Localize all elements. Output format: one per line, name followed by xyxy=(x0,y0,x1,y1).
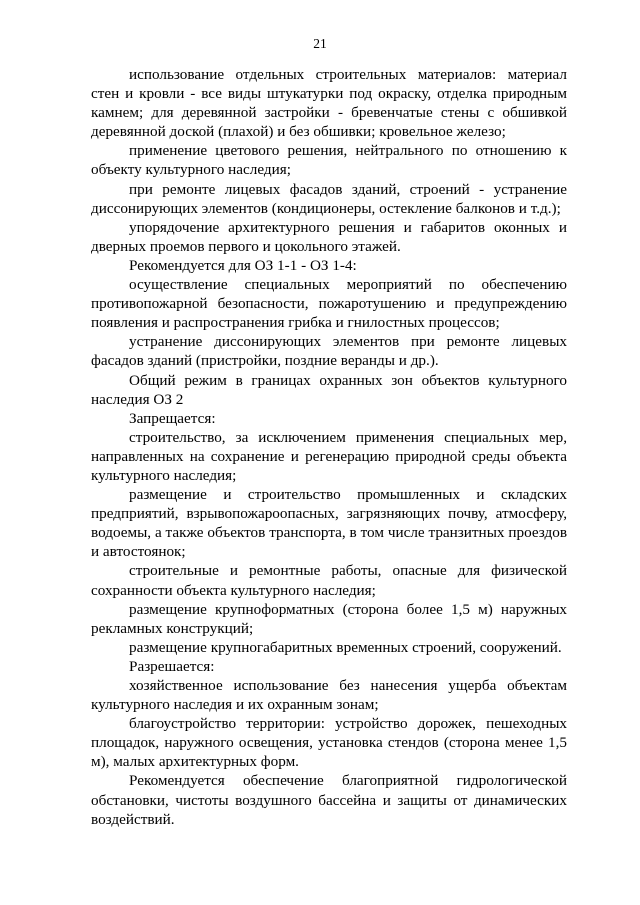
paragraph-openings: упорядочение архитектурного решения и габаритов оконных и дверных проемов первого и цокольного этажей. xyxy=(91,218,567,255)
paragraph-recommended-hydrology: Рекомендуется обеспечение благоприятной гидрологической обстановки, чистоты воздушного бассейна и защиты от динамических воздействий. xyxy=(91,772,567,828)
paragraph-construction-ban: строительство, за исключением применения специальных мер, направленных на сохранение и регенерацию природной среды объекта культурного наследия; xyxy=(91,428,567,484)
paragraph-color-solution: применение цветового решения, нейтрального по отношению к объекту культурного наследия; xyxy=(91,142,567,179)
paragraph-dissonant-elements: устранение диссонирующих элементов при ремонте лицевых фасадов зданий (пристройки, поздние веранды и др.). xyxy=(91,333,567,370)
paragraph-economic-use: хозяйственное использование без нанесения ущерба объектам культурного наследия и их охранным зонам; xyxy=(91,677,567,714)
paragraph-fire-safety: осуществление специальных мероприятий по обеспечению противопожарной безопасности, пожаротушению и предупреждению появления и распространения грибка и гнилостных процессов; xyxy=(91,276,567,332)
heading-recommended-oz1: Рекомендуется для ОЗ 1-1 - ОЗ 1-4: xyxy=(129,256,357,274)
heading-permitted: Разрешается: xyxy=(129,657,215,675)
page-number: 21 xyxy=(313,36,327,51)
heading-general-regime-oz2: Общий режим в границах охранных зон объектов культурного наследия ОЗ 2 xyxy=(91,371,567,408)
paragraph-temporary-structures: размещение крупногабаритных временных строений, сооружений. xyxy=(129,638,562,656)
heading-prohibited: Запрещается: xyxy=(129,409,216,427)
paragraph-industrial-ban: размещение и строительство промышленных и складских предприятий, взрывопожароопасных, загрязняющих почву, атмосферу, водоемы, а также объектов транспорта, в том числе транзитных проездов и автостоянок; xyxy=(91,486,567,561)
paragraph-facade-repair: при ремонте лицевых фасадов зданий, строений - устранение диссонирующих элементов (кондиционеры, остекление балконов и т.д.); xyxy=(91,180,567,217)
paragraph-building-materials: использование отдельных строительных материалов: материал стен и кровли - все виды штукатурки под окраску, отделка природным камнем; для деревянной застройки - бревенчатые стены с обшивкой деревянной доской (плахой) и без обшивки; кровельное железо; xyxy=(91,66,567,141)
document-body xyxy=(91,65,567,829)
paragraph-advertising-ban: размещение крупноформатных (сторона более 1,5 м) наружных рекламных конструкций; xyxy=(91,600,567,637)
paragraph-dangerous-works: строительные и ремонтные работы, опасные для физической сохранности объекта культурного наследия; xyxy=(91,562,567,599)
paragraph-landscaping: благоустройство территории: устройство дорожек, пешеходных площадок, наружного освещения, установка стендов (сторона менее 1,5 м), малых архитектурных форм. xyxy=(91,715,567,771)
